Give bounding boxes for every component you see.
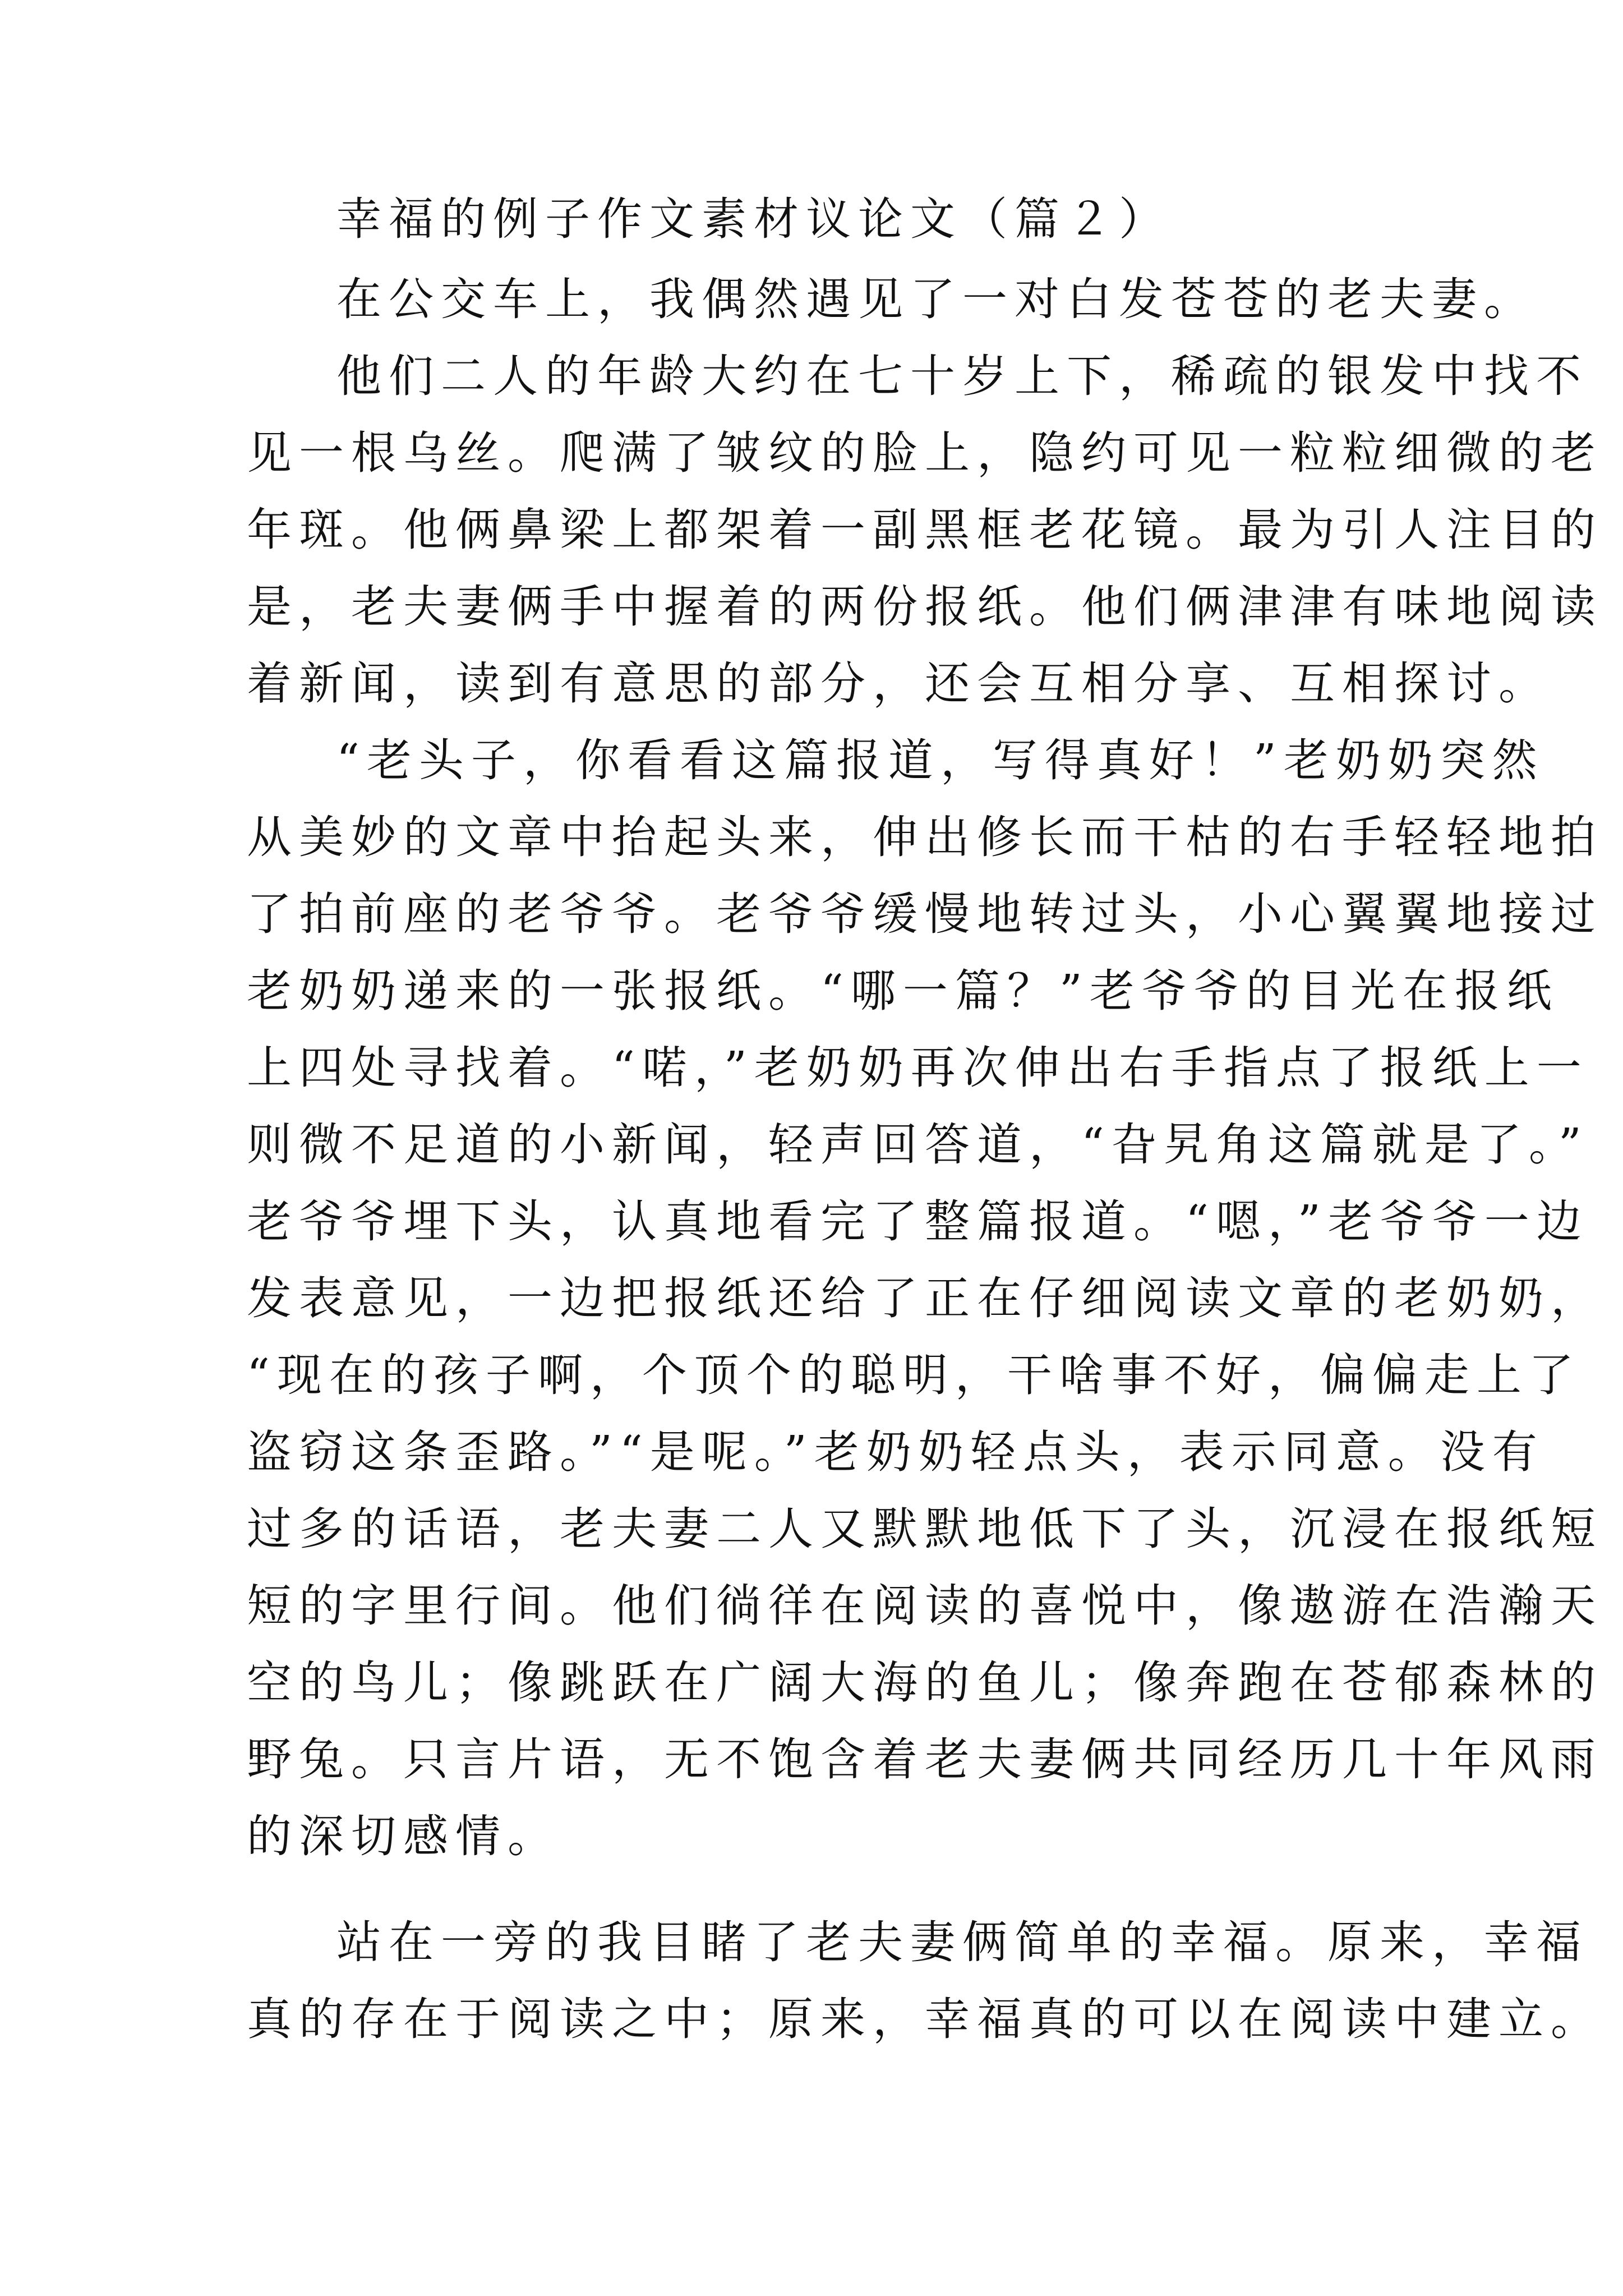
paragraph-line: 则微不足道的小新闻，轻声回答道，“旮旯角这篇就是了。” [247, 1119, 1589, 1171]
paragraph-line: 老爷爷埋下头，认真地看完了整篇报道。“嗯，”老爷爷一边 [247, 1195, 1589, 1248]
paragraph-line: 老奶奶递来的一张报纸。“哪一篇？”老爷爷的目光在报纸 [247, 965, 1559, 1017]
paragraph-line: 见一根乌丝。爬满了皱纹的脸上，隐约可见一粒粒细微的老 [247, 427, 1603, 479]
paragraph-line: 短的字里行间。他们徜徉在阅读的喜悦中，像遨游在浩瀚天 [247, 1580, 1603, 1632]
paragraph-line: 过多的话语，老夫妻二人又默默地低下了头，沉浸在报纸短 [247, 1503, 1603, 1555]
paragraph-line: 年斑。他俩鼻梁上都架着一副黑框老花镜。最为引人注目的 [247, 504, 1603, 556]
paragraph-line: 野兔。只言片语，无不饱含着老夫妻俩共同经历几十年风雨 [247, 1733, 1603, 1786]
paragraph-line: 上四处寻找着。“喏，”老奶奶再次伸出右手指点了报纸上一 [247, 1042, 1589, 1094]
paragraph-line: 是，老夫妻俩手中握着的两份报纸。他们俩津津有味地阅读 [247, 581, 1603, 633]
paragraph-line: 真的存在于阅读之中；原来，幸福真的可以在阅读中建立。 [247, 1993, 1603, 2045]
paragraph-line: 他们二人的年龄大约在七十岁上下，稀疏的银发中找不 [336, 350, 1588, 402]
document-title: 幸福的例子作文素材议论文（篇２） [336, 193, 1171, 245]
paragraph-line: 在公交车上，我偶然遇见了一对白发苍苍的老夫妻。 [336, 273, 1536, 325]
paragraph-gap [247, 1875, 1380, 1904]
paragraph-line: 发表意见，一边把报纸还给了正在仔细阅读文章的老奶奶， [247, 1272, 1603, 1324]
paragraph-line: 盗窃这条歪路。”“是呢。”老奶奶轻点头，表示同意。没有 [247, 1426, 1544, 1478]
paragraph-line: 了拍前座的老爷爷。老爷爷缓慢地转过头，小心翼翼地接过 [247, 888, 1603, 940]
paragraph-line: 站在一旁的我目睹了老夫妻俩简单的幸福。原来，幸福 [336, 1916, 1588, 1968]
paragraph-line: 着新闻，读到有意思的部分，还会互相分享、互相探讨。 [247, 657, 1551, 710]
paragraph-line: “现在的孩子啊，个顶个的聪明，干啥事不好，偏偏走上了 [247, 1349, 1581, 1401]
document-body [247, 181, 1603, 2058]
paragraph-line: 的深切感情。 [247, 1810, 560, 1862]
paragraph-line: “老头子，你看看这篇报道，写得真好！”老奶奶突然 [336, 734, 1544, 786]
paragraph-line: 空的鸟儿；像跳跃在广阔大海的鱼儿；像奔跑在苍郁森林的 [247, 1657, 1603, 1709]
paragraph-line: 从美妙的文章中抬起头来，伸出修长而干枯的右手轻轻地拍 [247, 811, 1603, 863]
